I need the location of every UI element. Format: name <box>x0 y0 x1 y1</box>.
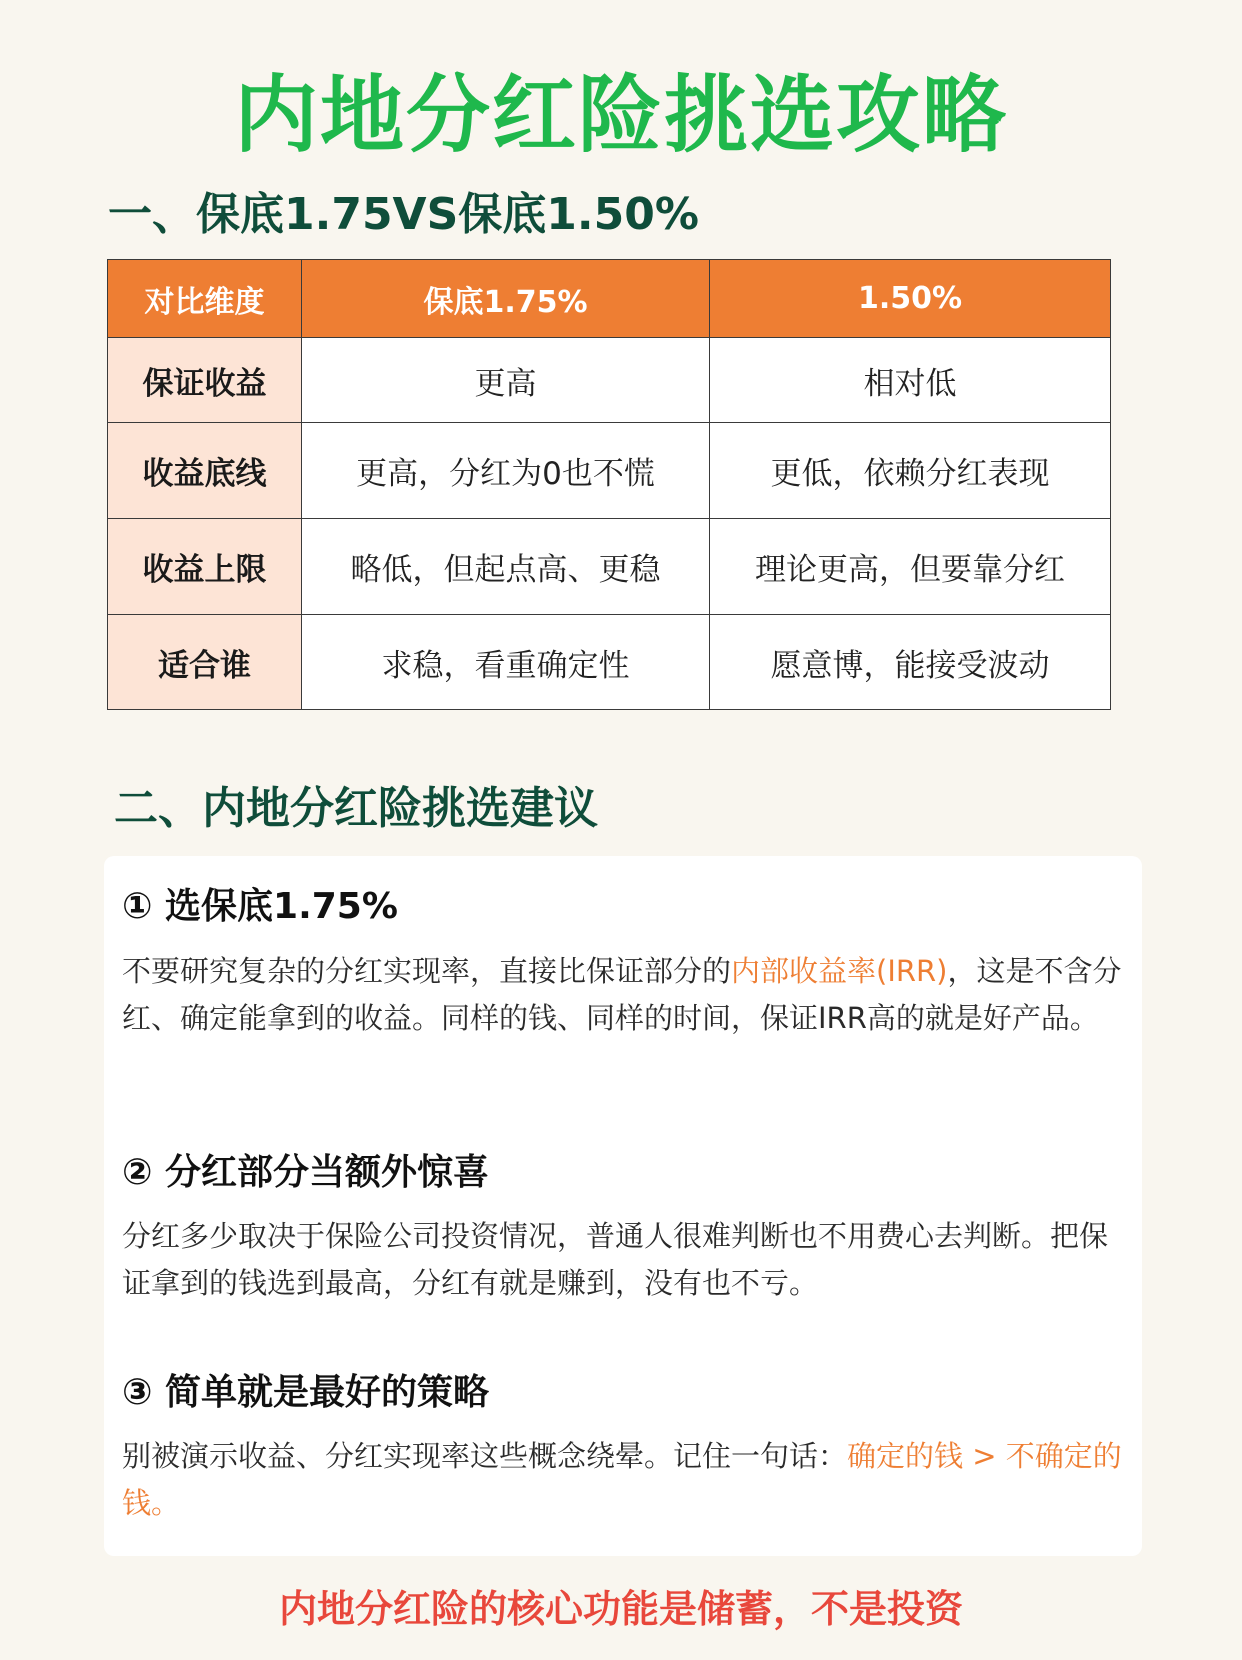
table-header-guarantee-175: 保底1.75% <box>302 260 710 338</box>
table-row-header: 收益上限 <box>108 519 302 615</box>
tip-title: ③ 简单就是最好的策略 <box>122 1372 490 1413</box>
table-row-header: 收益底线 <box>108 423 302 519</box>
tip-body <box>122 948 1122 1042</box>
table-header-dimension: 对比维度 <box>108 260 302 338</box>
tip-text: 不要研究复杂的分红实现率，直接比保证部分的 <box>122 954 732 988</box>
table-cell: 愿意博，能接受波动 <box>710 615 1111 710</box>
table-row-header: 保证收益 <box>108 338 302 423</box>
table-cell: 理论更高，但要靠分红 <box>710 519 1111 615</box>
table-cell: 更高，分红为0也不慌 <box>302 423 710 519</box>
comparison-table <box>107 259 1111 710</box>
table-row <box>108 519 1111 615</box>
tip-text: 别被演示收益、分红实现率这些概念绕晕。记住一句话： <box>122 1439 848 1473</box>
table-header-guarantee-150: 1.50% <box>710 260 1111 338</box>
table-cell: 相对低 <box>710 338 1111 423</box>
table-row-header: 适合谁 <box>108 615 302 710</box>
table-row <box>108 423 1111 519</box>
table-cell: 更低，依赖分红表现 <box>710 423 1111 519</box>
tip-highlight: 确定的钱 > 不确定的钱。 <box>122 1439 1122 1520</box>
section-heading-suggestions: 二、内地分红险挑选建议 <box>114 783 598 834</box>
table-row <box>108 338 1111 423</box>
table-cell: 求稳，看重确定性 <box>302 615 710 710</box>
page-title: 内地分红险挑选攻略 <box>233 66 1008 164</box>
tip-highlight: 内部收益率(IRR) <box>731 954 948 988</box>
table-row <box>108 615 1111 710</box>
tip-title: ② 分红部分当额外惊喜 <box>122 1152 490 1193</box>
table-cell: 更高 <box>302 338 710 423</box>
tip-title: ① 选保底1.75% <box>122 886 398 927</box>
footer-slogan: 内地分红险的核心功能是储蓄，不是投资 <box>278 1587 963 1631</box>
suggestions-card <box>104 856 1142 1556</box>
section-heading-comparison: 一、保底1.75VS保底1.50% <box>108 189 699 240</box>
table-header-row <box>108 260 1111 338</box>
table-cell: 略低，但起点高、更稳 <box>302 519 710 615</box>
tip-text: ，这是不含分红、确定能拿到的收益。同样的钱、同样的时间，保证IRR高的就是好产品。 <box>122 954 1122 1035</box>
tip-body <box>122 1433 1122 1527</box>
tip-body: 分红多少取决于保险公司投资情况，普通人很难判断也不用费心去判断。把保证拿到的钱选到最高，分红有就是赚到，没有也不亏。 <box>122 1219 1109 1300</box>
